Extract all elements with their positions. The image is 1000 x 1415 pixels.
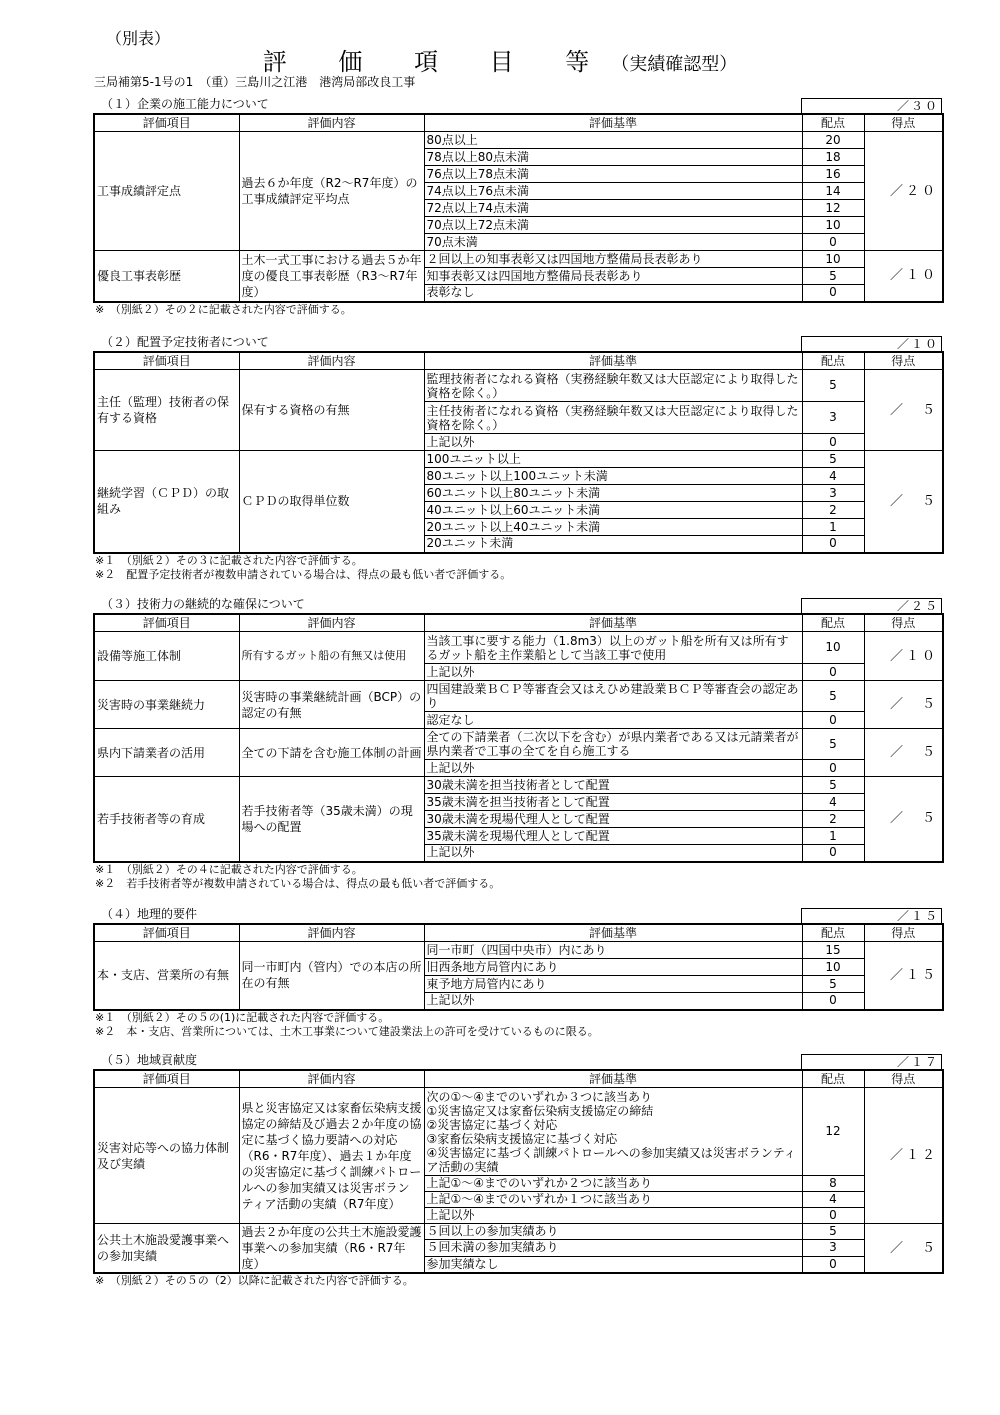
col-criteria: 評価基準 [424,352,802,370]
criteria-cell: 参加実績なし [424,1256,802,1273]
points-cell: 10 [802,959,864,976]
score-cell: ／１０ [864,251,943,302]
points-cell: 0 [802,536,864,553]
points-cell: 1 [802,828,864,845]
criteria-cell: 上記以外 [424,1208,802,1224]
points-cell: 5 [802,777,864,794]
points-cell: 5 [802,370,864,402]
criteria-cell: 上記以外 [424,434,802,451]
col-item: 評価項目 [94,114,239,132]
points-cell: 5 [802,729,864,760]
score-cell: ／ ５ [864,1224,943,1274]
criteria-cell: 80点以上 [424,132,802,149]
criteria-cell: 全ての下請業者（二次以下を含む）が県内業者である又は元請業者が県内業者で工事の全てを自ら施工する [424,729,802,760]
eval-content: ＣＰＤの取得単位数 [239,451,424,553]
table-row [94,681,943,712]
project-name: 三局補第5-1号の1 （重）三島川之江港 港湾局部改良工事 [94,75,416,89]
eval-content: 県と災害協定又は家畜伝染病支援協定の締結及び過去２か年度の協定に基づく協力要請への対応（R6・R7年度）、過去１か年度の災害協定に基づく訓練パトロールへの参加実績又は災害ボランティア活動の実績（R7年度） [239,1088,424,1224]
points-cell: 12 [802,200,864,217]
points-cell: 8 [802,1176,864,1192]
criteria-cell: 上記①～④までのいずれか２つに該当あり [424,1176,802,1192]
criteria-cell: 表彰なし [424,285,802,302]
eval-item: 公共土木施設愛護事業への参加実績 [94,1224,239,1274]
criteria-cell: 知事表彰又は四国地方整備局長表彰あり [424,268,802,285]
table-row [94,729,943,760]
points-cell: 5 [802,976,864,993]
section-2 [93,334,942,582]
points-cell: 0 [802,760,864,777]
criteria-cell: 四国建設業ＢＣＰ等審査会又はえひめ建設業ＢＣＰ等審査会の認定あり [424,681,802,712]
col-content: 評価内容 [239,352,424,370]
criteria-cell: 上記以外 [424,664,802,681]
points-cell: 4 [802,794,864,811]
col-points: 配点 [802,114,864,132]
points-cell: 14 [802,183,864,200]
points-cell: 0 [802,1208,864,1224]
section-2-table [93,351,944,554]
col-score: 得点 [864,1070,943,1088]
section-5-table [93,1069,944,1274]
score-cell: ／ ５ [864,777,943,862]
points-cell: 0 [802,712,864,729]
note: ※２ 配置予定技術者が複数申請されている場合は、得点の最も低い者で評価する。 [95,567,512,581]
col-points: 配点 [802,924,864,942]
header-row [94,114,943,132]
eval-content: 全ての下請を含む施工体制の計画 [239,729,424,777]
points-cell: 12 [802,1088,864,1176]
criteria-cell: 70点未満 [424,234,802,251]
criteria-cell: 認定なし [424,712,802,729]
header-row [94,924,943,942]
col-content: 評価内容 [239,114,424,132]
points-cell: 0 [802,845,864,862]
points-cell: 3 [802,485,864,502]
eval-content: 災害時の事業継続計画（BCP）の認定の有無 [239,681,424,729]
col-points: 配点 [802,614,864,632]
score-cell: ／２０ [864,132,943,251]
points-cell: 0 [802,434,864,451]
eval-item: 災害対応等への協力体制及び実績 [94,1088,239,1224]
criteria-cell: 上記以外 [424,845,802,862]
col-item: 評価項目 [94,614,239,632]
criteria-line: ③家畜伝染病支援協定に基づく対応 [426,1132,618,1146]
eval-content: 過去６か年度（R2～R7年度）の工事成績評定平均点 [239,132,424,251]
points-cell: 5 [802,451,864,468]
section-4 [93,906,942,1039]
points-cell: 0 [802,285,864,302]
section-total: ／１７ [801,1054,942,1069]
col-criteria: 評価基準 [424,614,802,632]
criteria-cell: 72点以上74点未満 [424,200,802,217]
eval-item: 設備等施工体制 [94,632,239,681]
eval-item: 災害時の事業継続力 [94,681,239,729]
criteria-cell: 20ユニット未満 [424,536,802,553]
col-score: 得点 [864,924,943,942]
points-cell: 1 [802,519,864,536]
section-1 [93,96,942,317]
criteria-cell: ２回以上の知事表彰又は四国地方整備局長表彰あり [424,251,802,268]
note: ※２ 本・支店、営業所については、土木工事業について建設業法上の許可を受けているものに限る。 [95,1024,599,1038]
eval-content: 土木一式工事における過去５か年度の優良工事表彰歴（R3～R7年度） [239,251,424,302]
col-item: 評価項目 [94,352,239,370]
table-row [94,632,943,664]
section-3-table [93,613,944,863]
col-content: 評価内容 [239,1070,424,1088]
points-cell: 0 [802,993,864,1010]
criteria-cell: 80ユニット以上100ユニット未満 [424,468,802,485]
section-title: （２）配置予定技術者について [101,335,269,349]
points-cell: 2 [802,811,864,828]
col-content: 評価内容 [239,924,424,942]
col-points: 配点 [802,1070,864,1088]
criteria-cell: 30歳未満を担当技術者として配置 [424,777,802,794]
criteria-cell: 40ユニット以上60ユニット未満 [424,502,802,519]
appendix-label: （別表） [106,29,171,48]
header-row [94,352,943,370]
score-cell: ／１５ [864,942,943,1010]
eval-item: 継続学習（ＣＰＤ）の取組み [94,451,239,553]
note: ※１ （別紙２）その５の(1)に記載された内容で評価する。 [95,1010,390,1024]
section-5 [93,1052,942,1288]
eval-item: 本・支店、営業所の有無 [94,942,239,1010]
score-cell: ／１２ [864,1088,943,1224]
col-score: 得点 [864,114,943,132]
eval-content: 過去２か年度の公共土木施設愛護事業への参加実績（R6・R7年度） [239,1224,424,1274]
eval-item: 優良工事表彰歴 [94,251,239,302]
score-cell: ／ ５ [864,681,943,729]
col-criteria: 評価基準 [424,924,802,942]
note: ※ （別紙２）その５の（2）以降に記載された内容で評価する。 [95,1274,414,1287]
header-row [94,614,943,632]
score-cell: ／ ５ [864,370,943,451]
criteria-cell: 東予地方局管内にあり [424,976,802,993]
section-title: （３）技術力の継続的な確保について [101,597,305,611]
note: ※１ （別紙２）その４に記載された内容で評価する。 [95,862,363,876]
points-cell: 4 [802,1192,864,1208]
section-total: ／２５ [801,598,942,613]
points-cell: 0 [802,664,864,681]
table-row [94,777,943,794]
eval-item: 若手技術者等の育成 [94,777,239,862]
eval-item: 主任（監理）技術者の保有する資格 [94,370,239,451]
criteria-line: 次の①～④までのいずれか３つに該当あり [426,1090,653,1104]
criteria-cell: ５回以上の参加実績あり [424,1224,802,1240]
note: ※ （別紙２）その２に記載された内容で評価する。 [95,302,352,316]
page-title [0,42,1000,77]
eval-content: 若手技術者等（35歳未満）の現場への配置 [239,777,424,862]
table-row [94,370,943,402]
section-total: ／１５ [801,908,942,923]
criteria-cell: 78点以上80点未満 [424,149,802,166]
criteria-cell: 60ユニット以上80ユニット未満 [424,485,802,502]
points-cell: 5 [802,681,864,712]
criteria-line: ②災害協定に基づく対応 [426,1118,558,1132]
points-cell: 3 [802,402,864,434]
criteria-line: ④災害協定に基づく訓練パトロールへの参加実績又は災害ボランティア活動の実績 [426,1146,796,1174]
points-cell: 18 [802,149,864,166]
score-cell: ／１０ [864,632,943,681]
section-title: （４）地理的要件 [101,907,198,921]
criteria-cell: 30歳未満を現場代理人として配置 [424,811,802,828]
table-row [94,942,943,959]
criteria-cell: 主任技術者になれる資格（実務経験年数又は大臣認定により取得した資格を除く。） [424,402,802,434]
criteria-cell: 100ユニット以上 [424,451,802,468]
title-main: 評 価 項 目 等 [262,48,612,76]
col-item: 評価項目 [94,924,239,942]
eval-content: 所有するガット船の有無又は使用 [239,632,424,681]
points-cell: 5 [802,1224,864,1240]
title-sub: （実績確認型） [611,54,738,75]
criteria-cell: 当該工事に要する能力（1.8m3）以上のガット船を所有又は所有するガット船を主作業船として当該工事で使用 [424,632,802,664]
table-row [94,1088,943,1176]
criteria-cell: ５回未満の参加実績あり [424,1240,802,1256]
points-cell: 16 [802,166,864,183]
section-1-table [93,113,944,303]
col-item: 評価項目 [94,1070,239,1088]
criteria-cell: 同一市町（四国中央市）内にあり [424,942,802,959]
table-row [94,251,943,268]
criteria-cell: 上記①～④までのいずれか１つに該当あり [424,1192,802,1208]
col-criteria: 評価基準 [424,1070,802,1088]
section-total: ／１０ [801,336,942,351]
note: ※２ 若手技術者等が複数申請されている場合は、得点の最も低い者で評価する。 [95,876,501,890]
criteria-cell: 上記以外 [424,760,802,777]
criteria-cell: 20ユニット以上40ユニット未満 [424,519,802,536]
eval-content: 保有する資格の有無 [239,370,424,451]
points-cell: 0 [802,234,864,251]
points-cell: 10 [802,632,864,664]
criteria-cell: 旧西条地方局管内にあり [424,959,802,976]
points-cell: 5 [802,268,864,285]
criteria-cell: 監理技術者になれる資格（実務経験年数又は大臣認定により取得した資格を除く。） [424,370,802,402]
eval-content: 同一市町内（管内）での本店の所在の有無 [239,942,424,1010]
col-content: 評価内容 [239,614,424,632]
section-4-table [93,923,944,1011]
points-cell: 3 [802,1240,864,1256]
points-cell: 10 [802,217,864,234]
points-cell: 20 [802,132,864,149]
points-cell: 15 [802,942,864,959]
eval-item: 工事成績評定点 [94,132,239,251]
col-score: 得点 [864,614,943,632]
criteria-cell: 上記以外 [424,993,802,1010]
criteria-cell: 76点以上78点未満 [424,166,802,183]
col-criteria: 評価基準 [424,114,802,132]
points-cell: 10 [802,251,864,268]
col-points: 配点 [802,352,864,370]
criteria-cell: 70点以上72点未満 [424,217,802,234]
criteria-line: ①災害協定又は家畜伝染病支援協定の締結 [426,1104,654,1118]
section-title: （５）地域貢献度 [101,1053,198,1067]
note: ※１ （別紙２）その３に記載された内容で評価する。 [95,553,363,567]
section-title: （１）企業の施工能力について [101,97,269,111]
criteria-cell: 74点以上76点未満 [424,183,802,200]
points-cell: 0 [802,1256,864,1273]
points-cell: 4 [802,468,864,485]
col-score: 得点 [864,352,943,370]
criteria-cell: 35歳未満を現場代理人として配置 [424,828,802,845]
criteria-cell [424,1088,802,1176]
eval-item: 県内下請業者の活用 [94,729,239,777]
header-row [94,1070,943,1088]
table-row [94,451,943,468]
table-row [94,132,943,149]
score-cell: ／ ５ [864,729,943,777]
score-cell: ／ ５ [864,451,943,553]
table-row [94,1224,943,1240]
section-total: ／３０ [801,98,942,113]
points-cell: 2 [802,502,864,519]
criteria-cell: 35歳未満を担当技術者として配置 [424,794,802,811]
section-3 [93,596,942,891]
